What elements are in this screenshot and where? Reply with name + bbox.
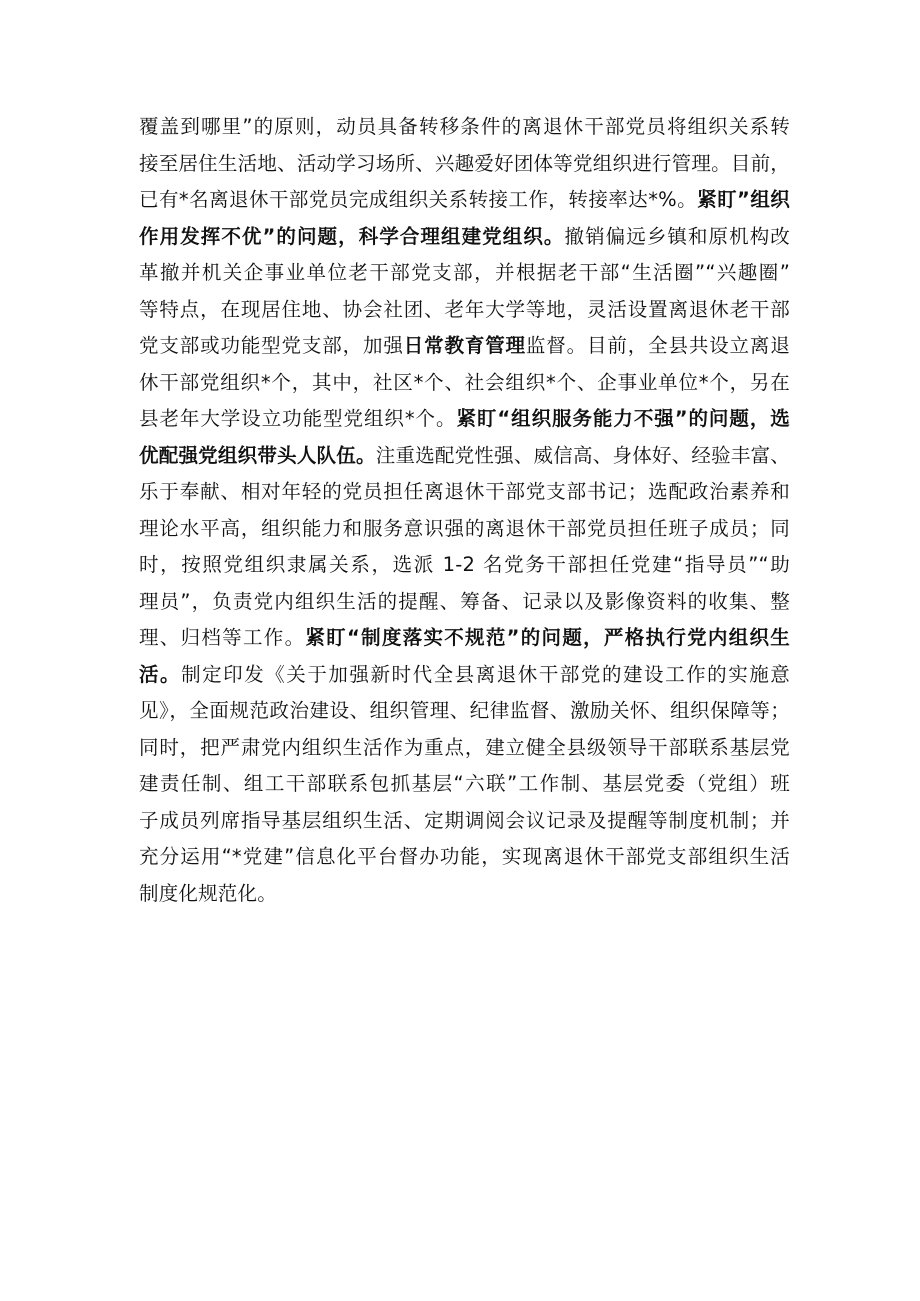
text-run: 理员”，负责党内组织生活的提醒、筹备、记录以及影像资料的收集、整 bbox=[139, 589, 790, 613]
body-paragraph bbox=[139, 109, 790, 912]
text-line-12 bbox=[139, 511, 790, 548]
text-line-5 bbox=[139, 255, 790, 292]
text-run: 乐于奉献、相对年轻的党员担任离退休干部党支部书记；选配政治素养和 bbox=[139, 480, 790, 503]
bold-heading-run: 紧盯“组织服务能力不强”的问题，选 bbox=[456, 407, 790, 430]
text-line-8 bbox=[139, 365, 790, 402]
text-run: 建责任制、组工干部联系包抓基层“六联”工作制、基层党委（党组）班 bbox=[139, 772, 790, 795]
text-line-7 bbox=[139, 328, 790, 365]
text-line-22 bbox=[139, 876, 790, 913]
text-run: 见》，全面规范政治建设、组织管理、纪律监督、激励关怀、组织保障等； bbox=[139, 699, 790, 722]
text-run: 革撤并机关企事业单位老干部党支部，并根据老干部“生活圈”“兴趣圈” bbox=[139, 261, 790, 284]
text-line-15 bbox=[139, 620, 790, 657]
text-run: 理、归档等工作。 bbox=[139, 626, 306, 649]
text-run: 充分运用“*党建”信息化平台督办功能，实现离退休干部党支部组织生活 bbox=[139, 845, 790, 868]
bold-inline-run: 日常教育管理 bbox=[403, 334, 526, 357]
text-line-11 bbox=[139, 474, 790, 511]
text-line-17 bbox=[139, 693, 790, 730]
text-run: 休干部党组织*个，其中，社区*个、社会组织*个、企事业单位*个，另在 bbox=[139, 370, 790, 394]
text-line-6 bbox=[139, 292, 790, 329]
text-line-10 bbox=[139, 438, 790, 475]
text-run: 党支部或功能型党支部，加强 bbox=[139, 334, 404, 357]
text-run: 县老年大学设立功能型党组织*个。 bbox=[139, 407, 457, 430]
text-run: 同时，把严肃党内组织生活作为重点，建立健全县级领导干部联系基层党 bbox=[139, 735, 790, 759]
text-line-16 bbox=[139, 657, 790, 694]
bold-heading-run: 紧盯”组织 bbox=[697, 188, 790, 211]
text-run: 理论水平高，组织能力和服务意识强的离退休干部党员担任班子成员；同 bbox=[139, 516, 790, 540]
text-run: 监督。目前，全县共设立离退 bbox=[525, 334, 790, 357]
text-run: 撤销偏远乡镇和原机构改 bbox=[564, 224, 790, 248]
bold-heading-run: 活。 bbox=[139, 662, 182, 686]
text-run: 注重选配党性强、威信高、身体好、经验丰富、 bbox=[375, 443, 790, 467]
text-line-3 bbox=[139, 182, 790, 219]
text-line-21 bbox=[139, 839, 790, 876]
text-run: 制定印发《关于加强新时代全县离退休干部党的建设工作的实施意 bbox=[181, 662, 790, 686]
text-run: 等特点，在现居住地、协会社团、老年大学等地，灵活设置离退休老干部 bbox=[139, 297, 790, 321]
bold-heading-run: 紧盯“制度落实不规范”的问题，严格执行党内组织生 bbox=[305, 626, 790, 649]
text-line-1 bbox=[139, 109, 790, 146]
text-run: 时，按照党组织隶属关系，选派 1-2 名党务干部担任党建“指导员”“助 bbox=[139, 553, 790, 576]
text-line-18 bbox=[139, 730, 790, 767]
text-line-4 bbox=[139, 219, 790, 256]
text-run: 已有*名离退休干部党员完成组织关系转接工作，转接率达*%。 bbox=[139, 188, 698, 211]
text-line-2 bbox=[139, 146, 790, 183]
text-line-9 bbox=[139, 401, 790, 438]
text-line-14 bbox=[139, 584, 790, 621]
text-run: 子成员列席指导基层组织生活、定期调阅会议记录及提醒等制度机制；并 bbox=[139, 808, 790, 832]
bold-heading-run: 优配强党组织带头人队伍。 bbox=[139, 443, 376, 467]
text-line-20 bbox=[139, 803, 790, 840]
text-run: 接至居住生活地、活动学习场所、兴趣爱好团体等党组织进行管理。目前， bbox=[139, 151, 790, 175]
text-run: 制度化规范化。 bbox=[139, 881, 277, 905]
text-line-19 bbox=[139, 766, 790, 803]
text-run: 覆盖到哪里”的原则，动员具备转移条件的离退休干部党员将组织关系转 bbox=[139, 115, 790, 138]
bold-heading-run: 作用发挥不优”的问题，科学合理组建党组织。 bbox=[139, 224, 565, 248]
text-line-13 bbox=[139, 547, 790, 584]
